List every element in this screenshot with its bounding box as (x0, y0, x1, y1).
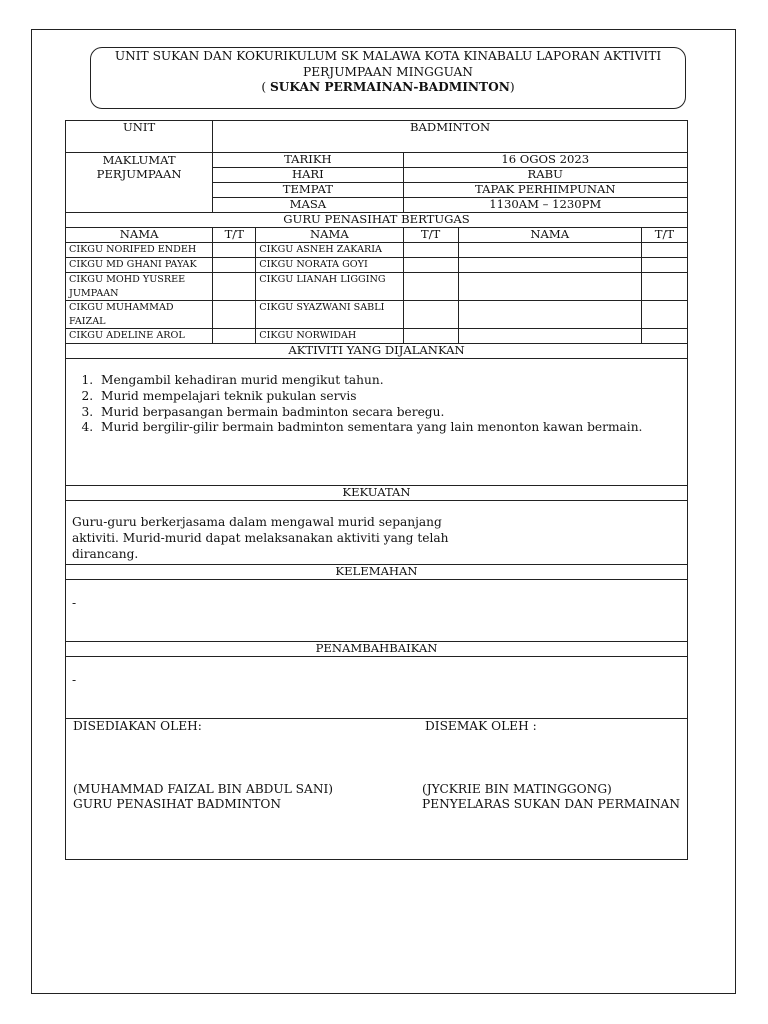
kekuatan-title: KEKUATAN (66, 486, 688, 501)
signature-cell (641, 273, 687, 301)
penambahbaikan-title: PENAMBAHBAIKAN (66, 642, 688, 657)
guru-name: CIKGU MOHD YUSREE JUMPAAN (66, 273, 213, 301)
prepared-by-label: DISEDIAKAN OLEH: (73, 719, 202, 733)
tarikh-value: 16 OGOS 2023 (403, 153, 688, 168)
penambahbaikan-body (66, 657, 688, 719)
guru-name (458, 243, 641, 258)
table-row (66, 243, 688, 258)
table-row (66, 329, 688, 344)
guru-name: CIKGU NORIFED ENDEH (66, 243, 213, 258)
header-subject: SUKAN PERMAINAN-BADMINTON (269, 80, 510, 94)
aktiviti-title: AKTIVITI YANG DIJALANKAN (66, 344, 688, 359)
signature-cell (641, 258, 687, 273)
signature-cell (213, 301, 256, 329)
signature-cell (403, 273, 458, 301)
signature-cell (213, 329, 256, 344)
list-item: 1. Mengambil kehadiran murid mengikut tahun. (97, 373, 684, 389)
guru-name: CIKGU LIANAH LIGGING (256, 273, 403, 301)
checked-by-role: PENYELARAS SUKAN DAN PERMAINAN (422, 797, 680, 811)
list-item: 3. Murid berpasangan bermain badminton secara beregu. (97, 405, 684, 421)
penambahbaikan-text: - (72, 673, 77, 687)
guru-name (458, 329, 641, 344)
hari-label: HARI (213, 168, 403, 183)
checked-by-name: (JYCKRIE BIN MATINGGONG) (422, 782, 612, 796)
guru-header-row (66, 228, 688, 243)
signature-cell (403, 329, 458, 344)
guru-name: CIKGU MD GHANI PAYAK (66, 258, 213, 273)
tarikh-label: TARIKH (213, 153, 403, 168)
prepared-by-name: (MUHAMMAD FAIZAL BIN ABDUL SANI) (73, 782, 334, 796)
masa-value: 1130AM – 1230PM (403, 198, 688, 213)
masa-label: MASA (213, 198, 403, 213)
signature-cell (213, 258, 256, 273)
prepared-by-role: GURU PENASIHAT BADMINTON (73, 797, 282, 811)
signoff-section (66, 719, 688, 860)
signature-cell (213, 243, 256, 258)
signature-cell (213, 273, 256, 301)
signature-cell (641, 243, 687, 258)
col-nama: NAMA (458, 228, 641, 243)
guru-title: GURU PENASIHAT BERTUGAS (66, 213, 688, 228)
col-nama: NAMA (256, 228, 403, 243)
kelemahan-title: KELEMAHAN (66, 565, 688, 580)
report-header (90, 47, 686, 109)
guru-name: CIKGU ADELINE AROL (66, 329, 213, 344)
table-row (66, 273, 688, 301)
kekuatan-text: Guru-guru berkerjasama dalam mengawal murid sepanjang aktiviti. Murid-murid dapat melaksanakan aktiviti yang telah dirancang. (72, 515, 449, 561)
signature-cell (641, 301, 687, 329)
aktiviti-body (66, 359, 688, 486)
table-row (66, 301, 688, 329)
header-line-3: ( SUKAN PERMAINAN-BADMINTON) (261, 80, 515, 94)
col-tt: T/T (403, 228, 458, 243)
signature-cell (641, 329, 687, 344)
list-item: 2. Murid mempelajari teknik pukulan servis (97, 389, 684, 405)
kelemahan-body (66, 580, 688, 642)
guru-name: CIKGU ASNEH ZAKARIA (256, 243, 403, 258)
kelemahan-text: - (72, 596, 77, 610)
tempat-value: TAPAK PERHIMPUNAN (403, 183, 688, 198)
unit-value: BADMINTON (213, 121, 688, 153)
guru-name (458, 301, 641, 329)
kekuatan-body (66, 501, 688, 565)
guru-name (458, 258, 641, 273)
signature-cell (403, 301, 458, 329)
col-tt: T/T (213, 228, 256, 243)
guru-name (458, 273, 641, 301)
guru-name: CIKGU SYAZWANI SABLI (256, 301, 403, 329)
guru-name: CIKGU MUHAMMAD FAIZAL (66, 301, 213, 329)
report-table (65, 120, 688, 860)
unit-label: UNIT (66, 121, 213, 153)
hari-value: RABU (403, 168, 688, 183)
signature-cell (403, 258, 458, 273)
col-nama: NAMA (66, 228, 213, 243)
aktiviti-list (69, 373, 684, 436)
col-tt: T/T (641, 228, 687, 243)
guru-name: CIKGU NORWIDAH (256, 329, 403, 344)
guru-name: CIKGU NORATA GOYI (256, 258, 403, 273)
maklumat-label: MAKLUMAT PERJUMPAAN (66, 153, 213, 213)
list-item: 4. Murid bergilir-gilir bermain badminton sementara yang lain menonton kawan bermain. (97, 420, 684, 436)
table-row (66, 258, 688, 273)
header-line-1: UNIT SUKAN DAN KOKURIKULUM SK MALAWA KOTA KINABALU LAPORAN AKTIVITI (114, 49, 662, 63)
unit-row (66, 121, 688, 153)
tempat-label: TEMPAT (213, 183, 403, 198)
checked-by-label: DISEMAK OLEH : (425, 719, 537, 733)
header-line-2: PERJUMPAAN MINGGUAN (303, 64, 473, 79)
signature-cell (403, 243, 458, 258)
